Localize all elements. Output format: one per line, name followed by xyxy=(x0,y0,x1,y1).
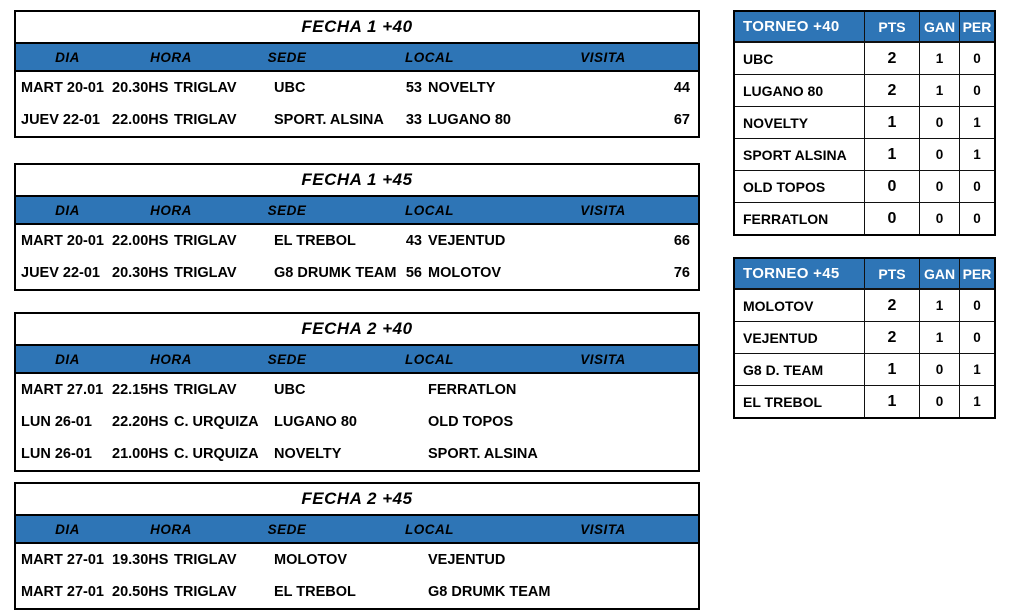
table-row xyxy=(16,104,698,136)
cell-gan: 1 xyxy=(919,43,959,74)
fixture-header-row xyxy=(16,197,698,225)
cell-local-team: G8 DRUMK TEAM xyxy=(274,265,397,281)
cell-local-score: 43 xyxy=(405,233,422,249)
column-header-hora: HORA xyxy=(150,351,192,367)
cell-per: 1 xyxy=(959,386,994,417)
cell-visita-score: 44 xyxy=(673,80,690,96)
cell-local-team: MOLOTOV xyxy=(274,552,348,568)
cell-per: 1 xyxy=(959,354,994,385)
standings-row xyxy=(735,138,994,170)
column-header-visita: VISITA xyxy=(580,521,626,537)
standings-row xyxy=(735,353,994,385)
column-header-local: LOCAL xyxy=(405,49,454,65)
cell-gan: 1 xyxy=(919,322,959,353)
fixture-title: FECHA 1 +40 xyxy=(16,12,698,44)
column-header-sede: SEDE xyxy=(267,351,307,367)
cell-pts: 2 xyxy=(864,290,919,321)
standings-header-row xyxy=(735,259,994,289)
table-row xyxy=(16,72,698,104)
column-header-dia: DIA xyxy=(55,351,80,367)
standings-row xyxy=(735,106,994,138)
standings-row xyxy=(735,42,994,74)
cell-visita-team: VEJENTUD xyxy=(428,552,506,568)
cell-local-score: 33 xyxy=(405,112,422,128)
cell-team: NOVELTY xyxy=(743,114,809,131)
cell-sede: C. URQUIZA xyxy=(174,414,259,430)
cell-pts: 0 xyxy=(864,203,919,234)
cell-per: 0 xyxy=(959,322,994,353)
column-header-hora: HORA xyxy=(150,202,192,218)
cell-visita-team: FERRATLON xyxy=(428,382,517,398)
cell-sede: C. URQUIZA xyxy=(174,446,259,462)
standings-row xyxy=(735,321,994,353)
cell-team: VEJENTUD xyxy=(743,329,818,346)
cell-pts: 2 xyxy=(864,322,919,353)
cell-sede: TRIGLAV xyxy=(174,382,237,398)
cell-local-team: SPORT. ALSINA xyxy=(274,112,384,128)
cell-gan: 1 xyxy=(919,290,959,321)
cell-local-team: LUGANO 80 xyxy=(274,414,357,430)
cell-local-score: 53 xyxy=(405,80,422,96)
cell-hora: 20.30HS xyxy=(112,80,169,96)
column-header-per: PER xyxy=(959,259,994,288)
cell-dia: MART 27-01 xyxy=(21,552,104,568)
column-header-per: PER xyxy=(959,12,994,41)
cell-local-team: NOVELTY xyxy=(274,446,342,462)
cell-per: 1 xyxy=(959,139,994,170)
standings-table-torneo-40 xyxy=(733,10,996,236)
cell-dia: MART 20-01 xyxy=(21,233,104,249)
table-row xyxy=(16,544,698,576)
fixture-title: FECHA 2 +45 xyxy=(16,484,698,516)
cell-per: 0 xyxy=(959,171,994,202)
cell-hora: 22.20HS xyxy=(112,414,169,430)
cell-hora: 21.00HS xyxy=(112,446,169,462)
cell-per: 0 xyxy=(959,43,994,74)
fixture-table-fecha-2-45 xyxy=(14,482,700,610)
cell-hora: 20.30HS xyxy=(112,265,169,281)
cell-visita-team: NOVELTY xyxy=(428,80,496,96)
table-row xyxy=(16,576,698,608)
standings-title: TORNEO +40 xyxy=(743,18,840,35)
cell-team: EL TREBOL xyxy=(743,393,823,410)
cell-dia: LUN 26-01 xyxy=(21,414,92,430)
standings-row xyxy=(735,202,994,234)
cell-sede: TRIGLAV xyxy=(174,584,237,600)
cell-dia: JUEV 22-01 xyxy=(21,265,100,281)
cell-visita-team: MOLOTOV xyxy=(428,265,502,281)
cell-gan: 0 xyxy=(919,386,959,417)
column-header-visita: VISITA xyxy=(580,202,626,218)
cell-sede: TRIGLAV xyxy=(174,80,237,96)
standings-row xyxy=(735,289,994,321)
cell-visita-score: 76 xyxy=(673,265,690,281)
cell-gan: 0 xyxy=(919,139,959,170)
cell-visita-score: 66 xyxy=(673,233,690,249)
cell-hora: 20.50HS xyxy=(112,584,169,600)
column-header-pts: PTS xyxy=(864,259,919,288)
cell-gan: 1 xyxy=(919,75,959,106)
cell-team: UBC xyxy=(743,50,774,67)
column-header-sede: SEDE xyxy=(267,521,307,537)
fixture-title: FECHA 2 +40 xyxy=(16,314,698,346)
column-header-dia: DIA xyxy=(55,521,80,537)
cell-visita-team: OLD TOPOS xyxy=(428,414,514,430)
cell-team: G8 D. TEAM xyxy=(743,361,824,378)
cell-team: SPORT ALSINA xyxy=(743,146,847,163)
table-row xyxy=(16,257,698,289)
cell-pts: 2 xyxy=(864,43,919,74)
cell-visita-team: SPORT. ALSINA xyxy=(428,446,538,462)
standings-table-torneo-45 xyxy=(733,257,996,419)
cell-per: 0 xyxy=(959,203,994,234)
standings-title: TORNEO +45 xyxy=(743,265,840,282)
cell-local-team: EL TREBOL xyxy=(274,584,356,600)
cell-team: LUGANO 80 xyxy=(743,82,824,99)
fixture-table-fecha-2-40 xyxy=(14,312,700,472)
column-header-visita: VISITA xyxy=(580,49,626,65)
cell-sede: TRIGLAV xyxy=(174,233,237,249)
fixture-header-row xyxy=(16,44,698,72)
table-row xyxy=(16,406,698,438)
column-header-local: LOCAL xyxy=(405,351,454,367)
standings-header-row xyxy=(735,12,994,42)
column-header-sede: SEDE xyxy=(267,202,307,218)
column-header-visita: VISITA xyxy=(580,351,626,367)
column-header-gan: GAN xyxy=(919,259,959,288)
cell-dia: JUEV 22-01 xyxy=(21,112,100,128)
cell-gan: 0 xyxy=(919,107,959,138)
cell-sede: TRIGLAV xyxy=(174,112,237,128)
cell-pts: 1 xyxy=(864,354,919,385)
cell-visita-team: VEJENTUD xyxy=(428,233,506,249)
cell-gan: 0 xyxy=(919,171,959,202)
fixture-title: FECHA 1 +45 xyxy=(16,165,698,197)
cell-hora: 22.00HS xyxy=(112,233,169,249)
table-row xyxy=(16,374,698,406)
cell-local-score: 56 xyxy=(405,265,422,281)
cell-hora: 22.15HS xyxy=(112,382,169,398)
fixture-table-fecha-1-40 xyxy=(14,10,700,138)
cell-dia: MART 27-01 xyxy=(21,584,104,600)
cell-gan: 0 xyxy=(919,203,959,234)
fixture-header-row xyxy=(16,346,698,374)
cell-per: 1 xyxy=(959,107,994,138)
cell-pts: 1 xyxy=(864,386,919,417)
cell-sede: TRIGLAV xyxy=(174,552,237,568)
column-header-pts: PTS xyxy=(864,12,919,41)
cell-visita-score: 67 xyxy=(673,112,690,128)
cell-gan: 0 xyxy=(919,354,959,385)
fixture-header-row xyxy=(16,516,698,544)
cell-dia: MART 27.01 xyxy=(21,382,104,398)
column-header-hora: HORA xyxy=(150,49,192,65)
column-header-sede: SEDE xyxy=(267,49,307,65)
cell-visita-team: G8 DRUMK TEAM xyxy=(428,584,551,600)
cell-local-team: UBC xyxy=(274,382,306,398)
cell-team: FERRATLON xyxy=(743,210,829,227)
column-header-dia: DIA xyxy=(55,49,80,65)
cell-per: 0 xyxy=(959,75,994,106)
standings-row xyxy=(735,170,994,202)
cell-hora: 19.30HS xyxy=(112,552,169,568)
cell-pts: 0 xyxy=(864,171,919,202)
cell-hora: 22.00HS xyxy=(112,112,169,128)
cell-local-team: EL TREBOL xyxy=(274,233,356,249)
cell-pts: 1 xyxy=(864,139,919,170)
cell-pts: 1 xyxy=(864,107,919,138)
cell-sede: TRIGLAV xyxy=(174,265,237,281)
cell-pts: 2 xyxy=(864,75,919,106)
cell-dia: LUN 26-01 xyxy=(21,446,92,462)
fixture-table-fecha-1-45 xyxy=(14,163,700,291)
column-header-local: LOCAL xyxy=(405,202,454,218)
cell-local-team: UBC xyxy=(274,80,306,96)
standings-row xyxy=(735,385,994,417)
column-header-gan: GAN xyxy=(919,12,959,41)
cell-per: 0 xyxy=(959,290,994,321)
cell-team: OLD TOPOS xyxy=(743,178,826,195)
standings-row xyxy=(735,74,994,106)
column-header-hora: HORA xyxy=(150,521,192,537)
table-row xyxy=(16,438,698,470)
cell-team: MOLOTOV xyxy=(743,297,814,314)
cell-dia: MART 20-01 xyxy=(21,80,104,96)
table-row xyxy=(16,225,698,257)
cell-visita-team: LUGANO 80 xyxy=(428,112,511,128)
column-header-dia: DIA xyxy=(55,202,80,218)
column-header-local: LOCAL xyxy=(405,521,454,537)
